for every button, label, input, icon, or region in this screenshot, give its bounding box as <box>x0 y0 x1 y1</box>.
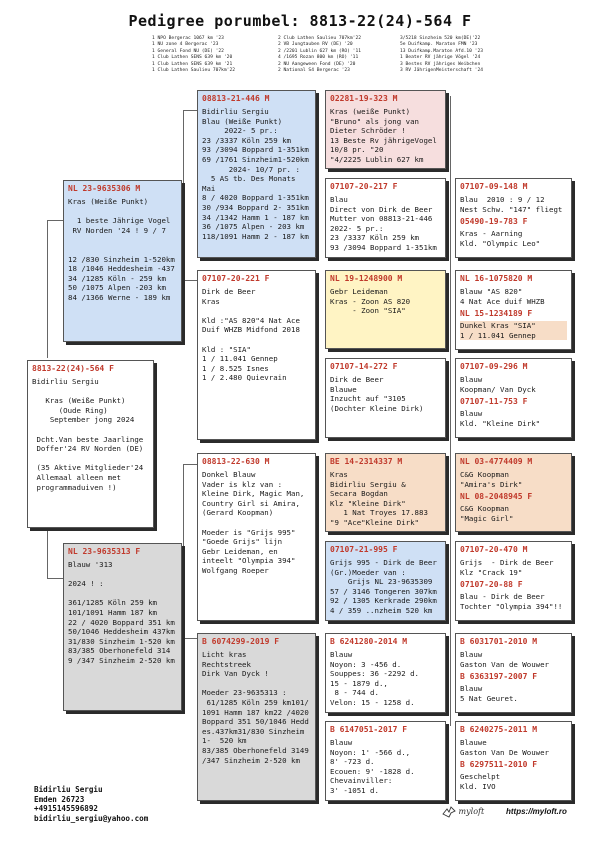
result-line: 1 General Fond NU (DE) '22 <box>152 48 224 54</box>
ring-number: 05490-19-783 F <box>460 217 528 227</box>
ring-number: B 6074299-2019 F <box>202 637 280 646</box>
gggp-card-7[interactable] <box>455 721 572 801</box>
ring-number: B 6241280-2014 M <box>330 637 408 646</box>
pigeon-details: Kras - Aarning Kld. "Olympic Leo" <box>460 229 541 248</box>
pigeon-details: Grijs 995 - Dirk de Beer (Gr.)Moeder van : Grijs NL 23-9635309 57 / 3146 Tongeren 307km 92 / 1305 Kerkrade 290km 4 / 359 ..nzheim 520 km <box>330 558 437 615</box>
owner-city: Emden 26723 <box>34 794 85 804</box>
myloft-logo <box>442 806 484 818</box>
result-line: 13 Duifkamp.Maraton Afd.10 '23 <box>400 48 483 54</box>
pigeon-details: Grijs - Dirk de Beer Klz "Crack 19" <box>460 558 554 577</box>
connector-line <box>183 280 197 281</box>
owner-name: Bidirliu Sergiu <box>34 785 103 794</box>
result-line: 3 RV JährigenMeisterschaft '24 <box>400 68 483 74</box>
mother-card[interactable] <box>63 543 182 711</box>
result-line: 1 Beater RV jährige Vögel '24 <box>400 55 481 61</box>
connector-line <box>183 638 197 639</box>
gggp-card-1[interactable] <box>455 178 572 258</box>
connector-line <box>47 578 63 579</box>
pigeon-details: Blau Direct von Dirk de Beer Mutter von 08813-21-446 2022- 5 pr.: 23 /3337 Köln 259 km 93 /3094 Boppard 1-351km <box>330 195 437 252</box>
connector-line <box>183 110 197 111</box>
ggp-card-5[interactable] <box>325 453 446 532</box>
ggp-card-2[interactable] <box>325 178 446 258</box>
ring-number: NL 08-2048945 F <box>460 492 533 502</box>
result-line: 2 NU Aangeween Fond (DE) '20 <box>278 61 356 67</box>
ring-number: NL 19-1248900 M <box>330 274 403 283</box>
result-line: 3 Bestes RV jähriges Weibchen <box>400 61 481 67</box>
ggp-card-3[interactable] <box>325 270 446 349</box>
connector-line <box>183 464 197 465</box>
result-line: 2 VB Jungtauben RV (DE) '20 <box>278 42 353 48</box>
ring-number: 07107-20-470 M <box>460 545 528 554</box>
owner-phone[interactable]: +4915145596892 <box>34 804 99 814</box>
pigeon-details: Kras (weiße Punkt) "Bruno" als jong van Dieter Schröder ! 13 Beste Rv jährigeVogel 10/8 pr. "20 "4/2225 Lublin 627 km <box>330 107 437 164</box>
owner-contact <box>34 785 148 823</box>
logo-text: myloft <box>458 807 485 816</box>
ring-number: 07107-11-753 F <box>460 397 528 407</box>
result-line: 1 Club Lathen SENS 639 km '21 <box>152 61 233 67</box>
gggp-card-2[interactable] <box>455 270 572 350</box>
pigeon-details: Dirk de Beer Kras Kld :"AS 820"4 Nat Ace Duif WHZB Midfond 2018 Kld : "SIA" 1 / 11.041 Gennep 1 / 8.525 Isnes 1 / 2.480 Quievrain <box>202 287 300 383</box>
results-col-1 <box>152 36 235 74</box>
gggp-card-4[interactable] <box>455 453 572 532</box>
connector-line <box>450 96 451 726</box>
results-col-3 <box>400 36 483 74</box>
pigeon-details: Kras Bidirliu Sergiu & Secara Bogdan Klz "Kleine Dirk" 1 Nat Troyes 17.883 "9 "Ace"Kleine Dirk" <box>330 470 428 527</box>
ggp-card-1[interactable] <box>325 90 446 169</box>
paternal-grandfather-card[interactable] <box>197 90 316 258</box>
pigeon-details: Donkel Blauw Vader is klz van : Kleine Dirk, Magic Man, Country Girl si Amira, (Gerard Koopman) Moeder is "Grijs 995" "Goede Grijs" lijn Gebr Leideman, en inteelt "Olympia 394" Wolfgang Roeper <box>202 470 305 575</box>
ring-number: B 6363197-2007 F <box>460 672 538 682</box>
pigeon-details: Bidirliu Sergiu Blau (Weiße Punkt) 2022- 5 pr.: 23 /3337 Köln 259 km 93 /3094 Boppard 1-351km 69 /1761 Sinzheim1-520km 2024- 10/7 pr. : 5 AS tb. Des Monats Mai 8 / 4020 Boppard 1-351km 30 /934 Boppard 2- 351km 34 /1342 Hamm 1 - 187 km 36 /1075 Alpen - 203 km 118/1091 Hamm 2 - 187 km <box>202 107 309 241</box>
pigeon-details: Geschelpt Kld. IVO <box>460 772 501 791</box>
ring-number: BE 14-2314337 M <box>330 457 403 466</box>
connector-line <box>47 220 63 221</box>
results-col-2 <box>278 36 361 74</box>
pigeon-details: Dirk de Beer Blauwe Inzucht auf "3105 (Dochter Kleine Dirk) <box>330 375 424 413</box>
pigeon-details: Blauw Kld. "Kleine Dirk" <box>460 409 541 428</box>
pigeon-details: Blauw '313 2024 ! : 361/1285 Köln 259 km 101/1091 Hamm 187 km 22 / 4020 Boppard 351 km 50/1046 Heddesheim 437km 31/830 Sinzheim 1-520 km 83/385 Oberhonefeld 314 9 /347 Sinzheim 2-520 km <box>68 560 175 665</box>
ring-number: NL 16-1075820 M <box>460 274 533 283</box>
ring-number: 07107-20-217 F <box>330 182 398 191</box>
father-card[interactable] <box>63 180 182 342</box>
page-title: Pedigree porumbel: 8813-22(24)-564 F <box>128 12 472 30</box>
maternal-grandfather-card[interactable] <box>197 453 316 621</box>
ring-number: 07107-20-221 F <box>202 274 270 283</box>
subject-pigeon-card[interactable] <box>27 360 154 528</box>
ring-number: B 6297511-2010 F <box>460 760 538 770</box>
gggp-card-6[interactable] <box>455 633 572 713</box>
ring-number: 07107-09-296 M <box>460 362 528 371</box>
pigeon-details: Blauw 5 Nat Geuret. <box>460 684 518 703</box>
result-line: 1 NPO Bergerac 1067 km '23 <box>152 36 224 41</box>
result-line: 1 Club Lathen Saulieu 707km'22 <box>152 68 235 74</box>
ggp-card-8[interactable] <box>325 721 446 801</box>
connector-line <box>317 457 318 547</box>
connector-line <box>47 528 48 578</box>
pigeon-details: Blau 2010 : 9 / 12 Nest Schw. "147" fliegt <box>460 195 563 214</box>
gggp-card-3[interactable] <box>455 358 572 438</box>
result-line: 2 National S4 Bergerac '23 <box>278 68 350 74</box>
connector-line <box>317 275 318 367</box>
pigeon-details: Kras (Weiße Punkt) 1 beste Jährige Vogel RV Norden '24 ! 9 / 7 12 /830 Sinzheim 1-520km 18 /1046 Heddesheim -437 34 /1285 Köln - 259 km 50 /1075 Alpen -203 km 84 /1366 Werne - 189 km <box>68 197 175 302</box>
ring-number: 08813-21-446 M <box>202 94 270 103</box>
pigeon-details: Dunkel Kras "SIA" 1 / 11.041 Gennep <box>460 321 567 340</box>
ring-number: 08813-22-630 M <box>202 457 270 466</box>
ring-number: 07107-20-88 F <box>460 580 523 590</box>
website-link[interactable]: https://myloft.ro <box>506 807 567 816</box>
result-line: 5e Duifkamp. Maraton FMN '23 <box>400 42 478 48</box>
result-line: 1 Club Lathen SENS 639 km '20 <box>152 55 233 61</box>
ring-number: NL 15-1234189 F <box>460 309 533 319</box>
ring-number: 07107-14-272 F <box>330 362 398 371</box>
result-line: 3/5218 Sinzheim 520 km(DE)'22 <box>400 36 481 41</box>
result-line: 4 /1695 Rozan 800 km (RO) '11 <box>278 55 359 61</box>
gggp-card-5[interactable] <box>455 541 572 621</box>
paternal-grandmother-card[interactable] <box>197 270 316 440</box>
connector-line <box>183 110 184 280</box>
ggp-card-7[interactable] <box>325 633 446 713</box>
pigeon-details: Blauw Noyon: 3 -456 d. Souppes: 36 -2292 d. 15 - 1879 d., 8 - 744 d. Velon: 15 - 1258 d. <box>330 650 419 707</box>
pigeon-details: Blauw Gaston Van de Wouwer <box>460 650 549 669</box>
connector-line <box>47 220 48 358</box>
pigeon-details: Gebr Leideman Kras - Zoon AS 820 - Zoon "SIA" <box>330 287 411 316</box>
ring-number: B 6031701-2010 M <box>460 637 538 646</box>
connector-line <box>317 637 318 727</box>
result-line: 2 Club Lathen Saulieu 707km'22 <box>278 36 361 41</box>
ring-number: B 6240275-2011 M <box>460 725 538 734</box>
pigeon-details: Blauw Noyon: 1' -566 d., 8' -723 d. Ecouen: 9' -1828 d. Chevainviller: 3' -1051 d. <box>330 738 415 795</box>
owner-email[interactable]: bidirliu_sergiu@yahoo.com <box>34 813 149 823</box>
ring-number: 07107-21-995 F <box>330 545 398 554</box>
connector-line <box>183 464 184 638</box>
ring-number: 02281-19-323 M <box>330 94 398 103</box>
pigeon-details: Licht kras Rechtstreek Dirk Van Dyck ! Moeder 23-9635313 : 61/1285 Köln 259 km101/ 1091 Hamm 187 km22 /4020 Boppard 351 50/1046 Hedd es.437km31/830 Sinzheim 1- 520 km 83/385 Oberhonefeld 3149 /347 Sinzheim 2-520 km <box>202 650 309 765</box>
ring-number: 8813-22(24)-564 F <box>32 364 114 373</box>
pigeon-details: Blauwe Gaston Van De Wouwer <box>460 738 549 757</box>
pigeon-details: Blauw Koopman/ Van Dyck <box>460 375 536 394</box>
bird-icon <box>442 806 456 818</box>
pigeon-details: C&G Koopman "Magic Girl" <box>460 504 514 523</box>
ring-number: NL 23-9635313 F <box>68 547 141 556</box>
result-line: 1 NU zone 4 Bergerac '23 <box>152 42 219 48</box>
ring-number: B 6147051-2017 F <box>330 725 408 734</box>
ring-number: NL 03-4774409 M <box>460 457 533 466</box>
pigeon-details: Blauw "AS 820" 4 Nat Ace duif WHZB <box>460 287 545 306</box>
ggp-card-6[interactable] <box>325 541 446 621</box>
pigeon-details: Bidirliu Sergiu Kras (Weiße Punkt) (Oude Ring) September jong 2024 Dcht.Van beste Jaarlinge Doffer'24 RV Norden (DE) (35 Aktive Mitglieder'24 Allemaal alleen met programmaduiven !) <box>32 377 144 492</box>
maternal-grandmother-card[interactable] <box>197 633 316 801</box>
ring-number: 07107-09-148 M <box>460 182 528 191</box>
ggp-card-4[interactable] <box>325 358 446 438</box>
result-line: 2 /2201 Lublin 627 km (RO) '11 <box>278 48 361 54</box>
pigeon-details: C&G Koopman "Amira's Dirk" <box>460 470 523 489</box>
pigeon-details: Blau - Dirk de Beer Tochter "Olympia 394"!! <box>460 592 563 611</box>
connector-line <box>317 96 318 186</box>
ring-number: NL 23-9635306 M <box>68 184 141 193</box>
